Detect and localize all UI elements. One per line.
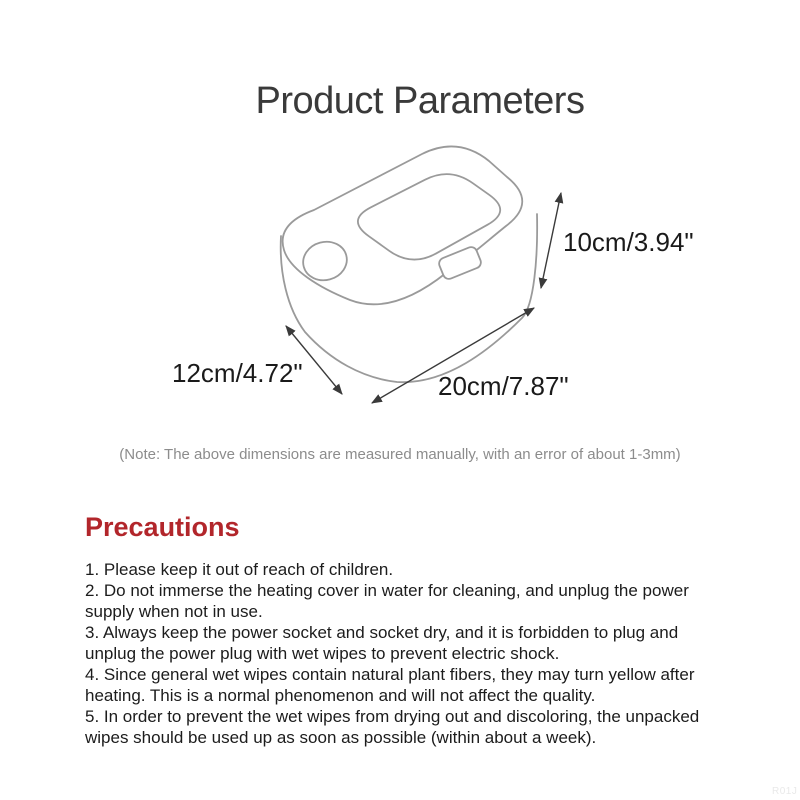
precautions-heading: Precautions bbox=[85, 512, 240, 542]
page-title: Product Parameters bbox=[255, 80, 585, 122]
precaution-line: wipes should be used up as soon as possible (within about a week). bbox=[85, 728, 597, 747]
height-arrow bbox=[541, 193, 561, 288]
watermark: R01J bbox=[772, 786, 798, 797]
width-dimension-label: 20cm/7.87" bbox=[438, 371, 569, 401]
precaution-line: unplug the power plug with wet wipes to prevent electric shock. bbox=[85, 644, 560, 663]
precaution-line: 4. Since general wet wipes contain natural plant fibers, they may turn yellow after bbox=[85, 665, 695, 684]
precautions-list bbox=[85, 559, 775, 748]
precaution-line: heating. This is a normal phenomenon and will not affect the quality. bbox=[85, 686, 596, 705]
precaution-line: 5. In order to prevent the wet wipes from drying out and discoloring, the unpacked bbox=[85, 707, 700, 726]
height-dimension-label: 10cm/3.94" bbox=[563, 227, 694, 257]
precaution-line: 1. Please keep it out of reach of children. bbox=[85, 560, 394, 579]
measurement-note: (Note: The above dimensions are measured manually, with an error of about 1-3mm) bbox=[119, 446, 681, 463]
precaution-line: 2. Do not immerse the heating cover in water for cleaning, and unplug the power bbox=[85, 581, 689, 600]
precaution-line: supply when not in use. bbox=[85, 602, 263, 621]
depth-dimension-label: 12cm/4.72" bbox=[172, 358, 303, 388]
precaution-line: 3. Always keep the power socket and socket dry, and it is forbidden to plug and bbox=[85, 623, 679, 642]
